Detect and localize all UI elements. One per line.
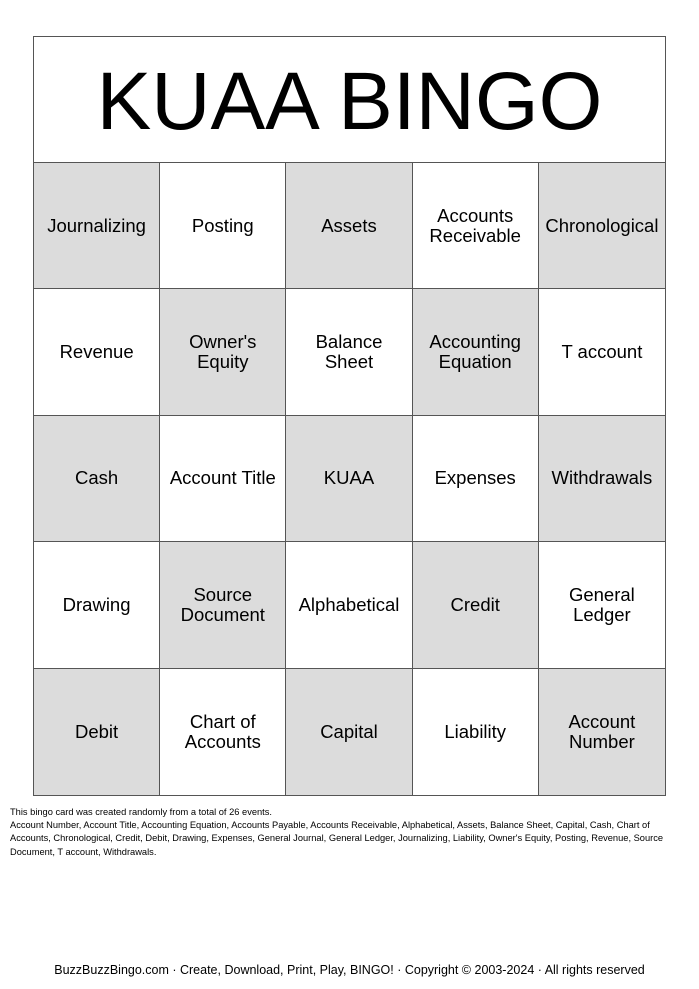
bingo-cell: Assets (286, 163, 412, 289)
bingo-cell: Chart of Accounts (160, 669, 286, 795)
info-events-list: Account Number, Account Title, Accounting Equation, Accounts Payable, Accounts Receivable, Alphabetical, Assets, Balance Sheet, Capital, Cash, Chart of Accounts, Chronological, Credit, Debit, Drawing, Expenses, General Journal, General Ledger, Journalizing, Liability, Owner's Equity, Posting, Revenue, Source Document, T account, Withdrawals. (10, 820, 664, 857)
bingo-cell-free: KUAA (286, 416, 412, 542)
bingo-cell: Cash (34, 416, 160, 542)
bingo-cell: T account (539, 289, 665, 415)
bingo-cell: Posting (160, 163, 286, 289)
card-info (10, 806, 690, 859)
bingo-cell: Chronological (539, 163, 665, 289)
bingo-cell: Credit (413, 542, 539, 668)
footer-copyright: BuzzBuzzBingo.com · Create, Download, Print, Play, BINGO! · Copyright © 2003-2024 · All rights reserved (54, 963, 645, 977)
bingo-cell: Accounts Receivable (413, 163, 539, 289)
bingo-cell: Source Document (160, 542, 286, 668)
bingo-cell: Owner's Equity (160, 289, 286, 415)
bingo-cell: Accounting Equation (413, 289, 539, 415)
bingo-cell: Balance Sheet (286, 289, 412, 415)
bingo-cell: Withdrawals (539, 416, 665, 542)
bingo-cell: Expenses (413, 416, 539, 542)
bingo-card (33, 36, 666, 796)
info-summary: This bingo card was created randomly from a total of 26 events. (10, 807, 272, 817)
bingo-cell: Account Number (539, 669, 665, 795)
bingo-cell: Debit (34, 669, 160, 795)
bingo-cell: General Ledger (539, 542, 665, 668)
card-title: KUAA BINGO (96, 55, 603, 147)
bingo-cell: Liability (413, 669, 539, 795)
bingo-cell: Journalizing (34, 163, 160, 289)
card-title-box (34, 37, 665, 163)
bingo-cell: Alphabetical (286, 542, 412, 668)
bingo-cell: Capital (286, 669, 412, 795)
bingo-cell: Account Title (160, 416, 286, 542)
bingo-grid (34, 163, 665, 795)
bingo-cell: Revenue (34, 289, 160, 415)
bingo-cell: Drawing (34, 542, 160, 668)
